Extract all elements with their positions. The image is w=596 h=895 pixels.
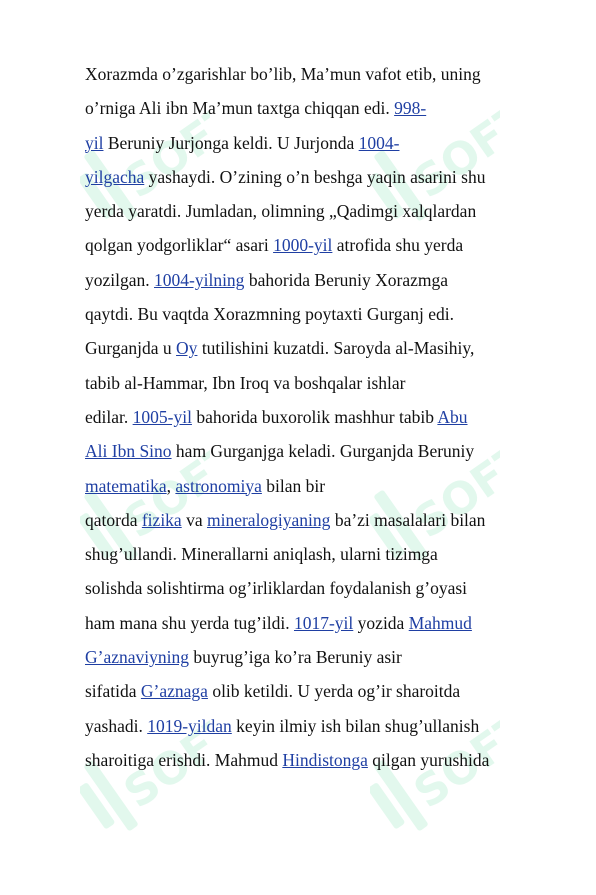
text-span: yerda yaratdi. Jumladan, olimning „Qadimgi xalqlardan (85, 201, 477, 222)
text-span: sharoitiga erishdi. Mahmud (85, 749, 283, 770)
hyperlink[interactable]: G’aznaga (140, 681, 208, 702)
text-line (85, 709, 555, 743)
hyperlink[interactable]: Mahmud (408, 612, 472, 633)
text-line (85, 571, 555, 605)
text-span: bahorida Beruniy Xorazmga (244, 269, 449, 290)
hyperlink[interactable]: fizika (141, 509, 182, 530)
watermark-text: SOFT (115, 702, 210, 819)
text-line (85, 91, 555, 125)
text-span: keyin ilmiy ish bilan shug’ullanish (231, 715, 480, 736)
text-span: va (181, 509, 207, 530)
text-span: solishda solishtirma og’irliklardan foydalanish g’oyasi (85, 578, 468, 599)
text-span: ba’zi masalalari bilan (330, 509, 486, 530)
text-line (85, 57, 555, 91)
hyperlink[interactable]: yil (85, 132, 104, 153)
text-line (85, 674, 555, 708)
text-line (85, 503, 555, 537)
text-line (85, 263, 555, 297)
text-line (85, 743, 555, 777)
text-span: yashadi. (85, 715, 148, 736)
text-span: qilgan yurushida (367, 749, 490, 770)
hyperlink[interactable]: mineralogiyaning (206, 509, 331, 530)
text-span: atrofida shu yerda (332, 235, 464, 256)
watermark-text: SOFT (115, 92, 210, 209)
text-span: bahorida buxorolik mashhur tabib (191, 406, 438, 427)
hyperlink[interactable]: 1004- (358, 132, 400, 153)
text-span: sifatida (85, 681, 141, 702)
text-span: buyrug’iga ko’ra Beruniy asir (189, 647, 402, 668)
watermark-text: SOFT (405, 702, 500, 819)
hyperlink[interactable]: astronomiya (175, 475, 262, 496)
text-span: qaytdi. Bu vaqtda Xorazmning poytaxti Gurganj edi. (85, 304, 455, 325)
text-span: o’rniga Ali ibn Ma’mun taxtga chiqqan edi. (85, 98, 395, 119)
text-span: tabib al-Hammar, Ibn Iroq va boshqalar ishlar (85, 372, 406, 393)
text-span: qolgan yodgorliklar“ asari (85, 235, 274, 256)
watermark-text: SOFT (405, 432, 500, 549)
text-line (85, 537, 555, 571)
text-line (85, 194, 555, 228)
text-span: olib ketildi. U yerda og’ir sharoitda (207, 681, 461, 702)
text-span: Xorazmda o’zgarishlar bo’lib, Ma’mun vafot etib, uning (85, 64, 481, 84)
hyperlink[interactable]: 1017-yil (293, 612, 354, 633)
text-line (85, 469, 555, 503)
text-span: yashaydi. O’zining o’n beshga yaqin asarini shu (144, 166, 486, 187)
hyperlink[interactable]: 998- (394, 98, 427, 119)
text-line (85, 434, 555, 468)
hyperlink[interactable]: matematika (85, 475, 167, 496)
watermark-text: SOFT (405, 92, 500, 209)
text-line (85, 297, 555, 331)
text-line (85, 331, 555, 365)
hyperlink[interactable]: G’aznaviyning (85, 647, 189, 668)
hyperlink[interactable]: Ali Ibn Sino (85, 441, 172, 462)
text-span: shug’ullandi. Minerallarni aniqlash, ularni tizimga (85, 544, 438, 565)
text-span: , (166, 475, 176, 496)
text-line (85, 228, 555, 262)
hyperlink[interactable]: yilgacha (85, 166, 145, 187)
text-line (85, 640, 555, 674)
hyperlink[interactable]: Hindistonga (282, 749, 368, 770)
hyperlink[interactable]: Oy (176, 338, 198, 359)
text-span: bilan bir (261, 475, 326, 496)
text-span: ham mana shu yerda tug’ildi. (85, 612, 294, 633)
text-span: edilar. (85, 406, 133, 427)
text-span: qatorda (85, 509, 142, 530)
text-line (85, 160, 555, 194)
hyperlink[interactable]: Abu (437, 406, 468, 427)
hyperlink[interactable]: 1019-yildan (147, 715, 232, 736)
text-line (85, 366, 555, 400)
text-span: Gurganjda u (85, 338, 177, 359)
text-line (85, 606, 555, 640)
text-line (85, 400, 555, 434)
text-span: yozida (353, 612, 409, 633)
body-text (85, 57, 555, 777)
text-span: Beruniy Jurjonga keldi. U Jurjonda (103, 132, 359, 153)
hyperlink[interactable]: 1004-yilning (154, 269, 245, 290)
text-span: tutilishini kuzatdi. Saroyda al-Masihiy, (197, 338, 475, 359)
text-line (85, 126, 555, 160)
hyperlink[interactable]: 1005-yil (132, 406, 192, 427)
watermark-text: SOFT (115, 432, 210, 549)
text-span: yozilgan. (85, 269, 155, 290)
hyperlink[interactable]: 1000-yil (273, 235, 333, 256)
text-span: ham Gurganjga keladi. Gurganjda Beruniy (171, 441, 475, 462)
